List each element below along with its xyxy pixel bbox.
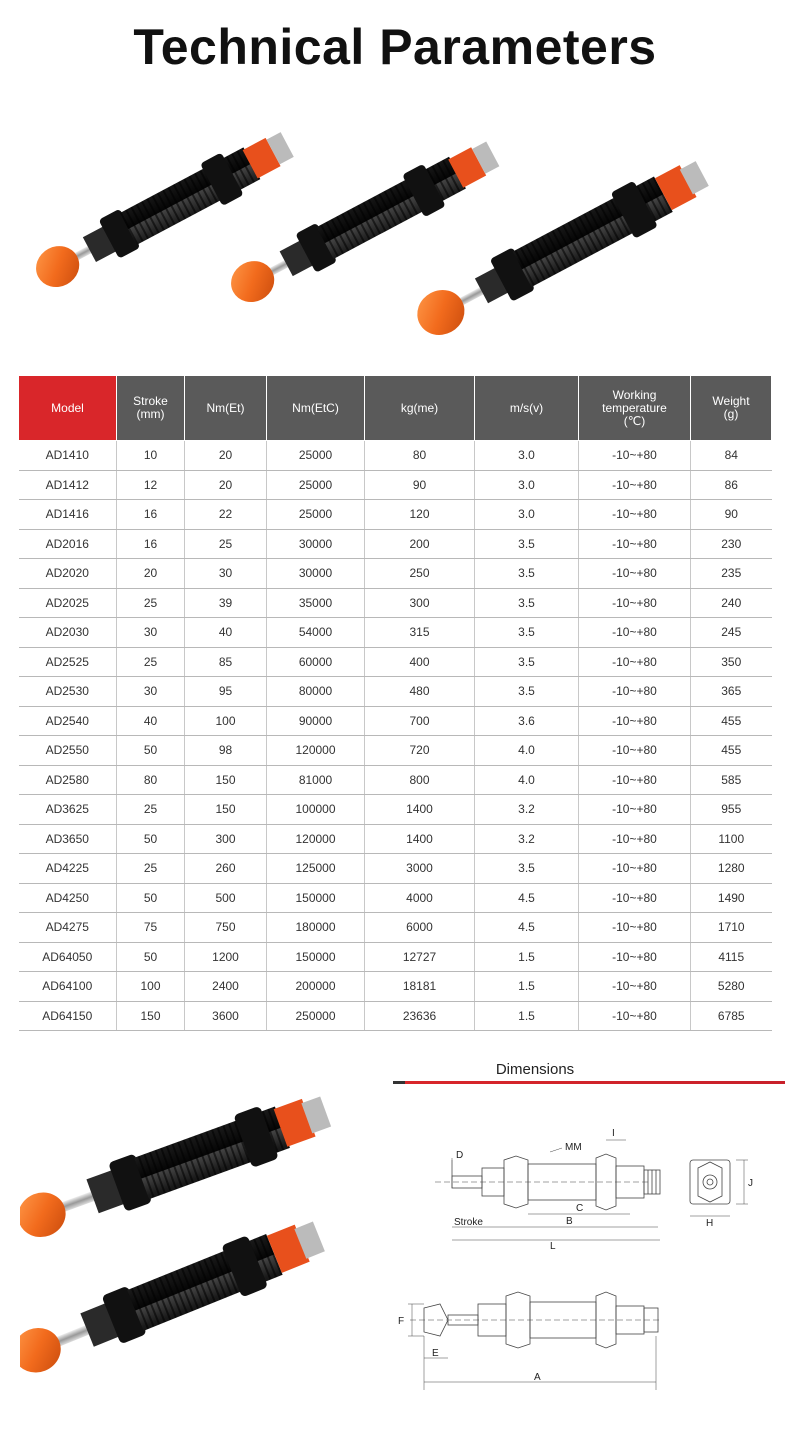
table-cell: 25 (117, 795, 185, 825)
table-cell: 200000 (267, 972, 365, 1002)
table-cell: 3.5 (475, 854, 579, 884)
table-cell: 315 (365, 618, 475, 648)
table-cell: 22 (185, 500, 267, 530)
table-cell: -10~+80 (579, 1001, 691, 1031)
table-cell: 1.5 (475, 972, 579, 1002)
column-header: kg(me) (365, 376, 475, 441)
hero-product-image (0, 110, 790, 370)
table-row (19, 706, 772, 736)
table-cell: 480 (365, 677, 475, 707)
table-cell: AD2025 (19, 588, 117, 618)
table-cell: 84 (691, 441, 772, 471)
table-cell: 1100 (691, 824, 772, 854)
dim-label-a: A (534, 1372, 541, 1383)
table-cell: 3.6 (475, 706, 579, 736)
table-cell: 120 (365, 500, 475, 530)
table-cell: 50 (117, 824, 185, 854)
table-row (19, 972, 772, 1002)
table-cell: AD1410 (19, 441, 117, 471)
table-cell: 50 (117, 883, 185, 913)
table-cell: -10~+80 (579, 883, 691, 913)
table-cell: 50 (117, 942, 185, 972)
table-row (19, 765, 772, 795)
table-cell: AD2030 (19, 618, 117, 648)
table-cell: 6000 (365, 913, 475, 943)
table-row (19, 795, 772, 825)
table-cell: -10~+80 (579, 588, 691, 618)
table-cell: AD2525 (19, 647, 117, 677)
table-cell: AD1412 (19, 470, 117, 500)
table-cell: AD2580 (19, 765, 117, 795)
table-cell: AD3625 (19, 795, 117, 825)
table-cell: 455 (691, 736, 772, 766)
table-cell: AD3650 (19, 824, 117, 854)
table-body (19, 441, 772, 1031)
dimension-drawing (390, 1100, 790, 1400)
table-cell: 86 (691, 470, 772, 500)
table-cell: 39 (185, 588, 267, 618)
dimensions-title: Dimensions (495, 1061, 575, 1078)
table-cell: 3000 (365, 854, 475, 884)
table-cell: 25000 (267, 470, 365, 500)
table-cell: 30000 (267, 559, 365, 589)
table-cell: 3.5 (475, 647, 579, 677)
table-cell: 30 (185, 559, 267, 589)
table-cell: 3.5 (475, 529, 579, 559)
table-cell: 3.0 (475, 500, 579, 530)
table-cell: 1280 (691, 854, 772, 884)
table-cell: 1400 (365, 795, 475, 825)
table-row (19, 854, 772, 884)
table-cell: 300 (185, 824, 267, 854)
table-cell: -10~+80 (579, 824, 691, 854)
table-cell: 585 (691, 765, 772, 795)
table-cell: -10~+80 (579, 942, 691, 972)
table-cell: 150000 (267, 942, 365, 972)
dim-label-f: F (398, 1316, 405, 1327)
table-cell: AD4225 (19, 854, 117, 884)
table-cell: 1.5 (475, 1001, 579, 1031)
table-cell: 60000 (267, 647, 365, 677)
table-cell: -10~+80 (579, 618, 691, 648)
table-cell: AD1416 (19, 500, 117, 530)
table-cell: -10~+80 (579, 795, 691, 825)
dim-label-b: B (566, 1216, 573, 1227)
table-cell: 455 (691, 706, 772, 736)
table-cell: 25 (117, 854, 185, 884)
table-cell: 16 (117, 500, 185, 530)
table-cell: 3.5 (475, 618, 579, 648)
table-row (19, 647, 772, 677)
table-cell: 50 (117, 736, 185, 766)
table-cell: 18181 (365, 972, 475, 1002)
table-cell: 400 (365, 647, 475, 677)
table-cell: 25 (117, 588, 185, 618)
table-cell: 300 (365, 588, 475, 618)
table-cell: 12 (117, 470, 185, 500)
table-cell: 250 (365, 559, 475, 589)
table-cell: 235 (691, 559, 772, 589)
table-cell: 1710 (691, 913, 772, 943)
table-row (19, 1001, 772, 1031)
table-cell: 230 (691, 529, 772, 559)
table-cell: AD2016 (19, 529, 117, 559)
column-header: Weight (g) (691, 376, 772, 441)
table-row (19, 883, 772, 913)
table-cell: 3.5 (475, 677, 579, 707)
dim-label-j: J (748, 1178, 753, 1189)
table-cell: 75 (117, 913, 185, 943)
table-cell: 1490 (691, 883, 772, 913)
table-cell: 3.0 (475, 470, 579, 500)
table-cell: 35000 (267, 588, 365, 618)
table-cell: 800 (365, 765, 475, 795)
table-cell: 81000 (267, 765, 365, 795)
table-cell: 25 (185, 529, 267, 559)
table-cell: 30 (117, 618, 185, 648)
column-header: Stroke (mm) (117, 376, 185, 441)
column-header: Working temperature (℃) (579, 376, 691, 441)
table-cell: -10~+80 (579, 441, 691, 471)
table-row (19, 588, 772, 618)
table-cell: 80 (365, 441, 475, 471)
table-cell: 4.5 (475, 913, 579, 943)
table-cell: 95 (185, 677, 267, 707)
table-cell: 125000 (267, 854, 365, 884)
table-cell: 90000 (267, 706, 365, 736)
table-cell: AD2550 (19, 736, 117, 766)
table-cell: 100 (185, 706, 267, 736)
table-row (19, 529, 772, 559)
table-cell: 10 (117, 441, 185, 471)
table-cell: 85 (185, 647, 267, 677)
table-cell: 30 (117, 677, 185, 707)
table-cell: 4.5 (475, 883, 579, 913)
table-row (19, 618, 772, 648)
table-cell: 80000 (267, 677, 365, 707)
table-cell: 150 (185, 765, 267, 795)
table-cell: -10~+80 (579, 470, 691, 500)
column-header: Nm(EtC) (267, 376, 365, 441)
table-cell: 3.5 (475, 559, 579, 589)
table-cell: AD2020 (19, 559, 117, 589)
table-cell: 250000 (267, 1001, 365, 1031)
table-cell: 25000 (267, 500, 365, 530)
dim-label-c: C (576, 1203, 584, 1214)
table-cell: AD4250 (19, 883, 117, 913)
table-cell: 4.0 (475, 736, 579, 766)
table-cell: AD64150 (19, 1001, 117, 1031)
table-cell: 150000 (267, 883, 365, 913)
dim-label-l: L (550, 1241, 556, 1252)
table-cell: -10~+80 (579, 913, 691, 943)
table-cell: 955 (691, 795, 772, 825)
table-cell: 20 (117, 559, 185, 589)
table-cell: 80 (117, 765, 185, 795)
table-header-row (19, 376, 772, 441)
table-cell: 5280 (691, 972, 772, 1002)
table-cell: 100000 (267, 795, 365, 825)
table-cell: -10~+80 (579, 647, 691, 677)
table-cell: 25 (117, 647, 185, 677)
table-cell: 120000 (267, 736, 365, 766)
product-shock-absorber-5 (20, 1210, 329, 1385)
spec-table (18, 375, 772, 1031)
table-cell: AD2530 (19, 677, 117, 707)
table-cell: 365 (691, 677, 772, 707)
page-title: Technical Parameters (133, 19, 657, 75)
table-cell: 30000 (267, 529, 365, 559)
table-cell: 12727 (365, 942, 475, 972)
table-cell: 180000 (267, 913, 365, 943)
table-cell: AD2540 (19, 706, 117, 736)
table-cell: -10~+80 (579, 529, 691, 559)
table-row (19, 824, 772, 854)
table-cell: 100 (117, 972, 185, 1002)
table-cell: 245 (691, 618, 772, 648)
dim-label-stroke: Stroke (454, 1217, 483, 1228)
table-cell: 120000 (267, 824, 365, 854)
product-shock-absorber-4 (20, 1090, 335, 1249)
table-cell: 4.0 (475, 765, 579, 795)
dim-label-e: E (432, 1348, 439, 1359)
table-cell: 16 (117, 529, 185, 559)
table-cell: 2400 (185, 972, 267, 1002)
table-cell: 1.5 (475, 942, 579, 972)
table-cell: 40 (185, 618, 267, 648)
dim-label-h: H (706, 1218, 714, 1229)
table-cell: 700 (365, 706, 475, 736)
table-cell: -10~+80 (579, 500, 691, 530)
column-header: Nm(Et) (185, 376, 267, 441)
table-cell: 150 (185, 795, 267, 825)
table-cell: 3600 (185, 1001, 267, 1031)
table-cell: 4000 (365, 883, 475, 913)
table-cell: 3.5 (475, 588, 579, 618)
table-cell: -10~+80 (579, 972, 691, 1002)
table-cell: 3.0 (475, 441, 579, 471)
table-row (19, 470, 772, 500)
table-cell: 3.2 (475, 795, 579, 825)
dim-label-mm: MM (565, 1142, 582, 1153)
table-cell: 98 (185, 736, 267, 766)
table-row (19, 913, 772, 943)
table-cell: 6785 (691, 1001, 772, 1031)
table-cell: -10~+80 (579, 706, 691, 736)
table-cell: 200 (365, 529, 475, 559)
table-row (19, 942, 772, 972)
table-cell: 750 (185, 913, 267, 943)
dim-label-i: I (612, 1128, 615, 1139)
dimensions-divider (393, 1081, 785, 1084)
table-cell: 20 (185, 470, 267, 500)
table-cell: 350 (691, 647, 772, 677)
table-cell: AD4275 (19, 913, 117, 943)
table-cell: 90 (365, 470, 475, 500)
table-row (19, 677, 772, 707)
table-cell: 40 (117, 706, 185, 736)
table-cell: 1200 (185, 942, 267, 972)
column-header: Model (19, 376, 117, 441)
table-cell: AD64100 (19, 972, 117, 1002)
table-cell: -10~+80 (579, 559, 691, 589)
table-row (19, 441, 772, 471)
table-cell: 240 (691, 588, 772, 618)
table-cell: 54000 (267, 618, 365, 648)
table-cell: 23636 (365, 1001, 475, 1031)
table-cell: 90 (691, 500, 772, 530)
table-cell: -10~+80 (579, 765, 691, 795)
table-cell: 500 (185, 883, 267, 913)
table-row (19, 736, 772, 766)
table-cell: 150 (117, 1001, 185, 1031)
table-cell: 1400 (365, 824, 475, 854)
bottom-product-image (20, 1090, 380, 1420)
column-header: m/s(v) (475, 376, 579, 441)
dim-label-d: D (456, 1150, 464, 1161)
table-cell: 3.2 (475, 824, 579, 854)
table-cell: -10~+80 (579, 854, 691, 884)
table-cell: -10~+80 (579, 736, 691, 766)
end-view (690, 1160, 748, 1216)
table-row (19, 559, 772, 589)
table-cell: 4115 (691, 942, 772, 972)
table-row (19, 500, 772, 530)
table-cell: 20 (185, 441, 267, 471)
table-cell: AD64050 (19, 942, 117, 972)
table-cell: 25000 (267, 441, 365, 471)
table-cell: -10~+80 (579, 677, 691, 707)
table-cell: 260 (185, 854, 267, 884)
table-cell: 720 (365, 736, 475, 766)
